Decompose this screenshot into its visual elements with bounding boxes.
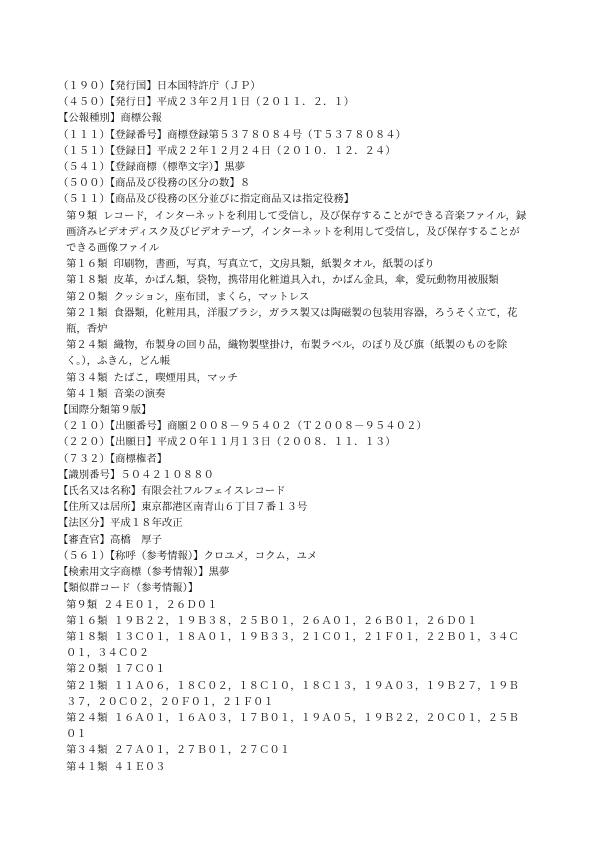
identification-number: 【識別番号】５０４２１０８８０: [58, 468, 214, 481]
similar-group-entry: [58, 742, 528, 758]
similar-group-entry: [58, 710, 528, 742]
law-category: 【法区分】平成１８年改正: [58, 517, 183, 530]
goods-class: 第１８類: [66, 274, 108, 287]
similar-group-codes: ４１Ｅ０３: [113, 760, 166, 773]
similar-group-codes: １９Ｂ２２，１９Ｂ３８，２５Ｂ０１，２６Ａ０１，２６Ｂ０１，２６Ｄ０１: [113, 614, 478, 627]
publication-type: 【公報種別】商標公報: [58, 112, 162, 125]
goods-text: 音楽の演奏: [113, 387, 166, 400]
goods-entry: [58, 305, 528, 337]
goods-text: 織物，布製身の回り品，織物製壁掛け，布製ラベル，のぼり及び旗（紙製のものを除く。），ふきん，どん帳: [66, 339, 508, 368]
goods-text: たばこ，喫煙用具，マッチ: [113, 371, 238, 384]
goods-class: 第２０類: [66, 290, 108, 303]
similar-group-list: [58, 597, 528, 775]
similar-group-codes: ２７Ａ０１，２７Ｂ０１，２７Ｃ０１: [113, 744, 291, 757]
similar-group-class: 第２１類: [66, 679, 108, 692]
holder-address: 【住所又は居所】東京都港区南青山６丁目７番１３号: [58, 501, 308, 514]
rights-holder-heading: （７３２）【商標権者】: [58, 452, 168, 465]
registered-trademark: （５４１）【登録商標（標準文字）】黒夢: [58, 161, 246, 174]
goods-text: 食器類，化粧用具，洋服ブラシ，ガラス製又は陶磁製の包装用容器，ろうそく立て，花瓶，香炉: [66, 306, 518, 336]
pronunciation: （５６１）【称呼（参考情報）】クロユメ，コクム，ユメ: [58, 549, 318, 562]
goods-class: 第１６類: [66, 258, 108, 271]
similar-group-codes: １６Ａ０１，１６Ａ０３，１７Ｂ０１，１９Ａ０５，１９Ｂ２２，２０Ｃ０１，２５Ｂ０１: [66, 711, 519, 741]
similar-group-entry: [58, 661, 528, 677]
goods-text: 印刷物，書画，写真，写真立て，文房具類，紙製タオル，紙製のぼり: [113, 258, 435, 271]
goods-heading: （５１１）【商品及び役務の区分並びに指定商品又は指定役務】: [58, 193, 355, 206]
similar-group-entry: [58, 597, 528, 613]
goods-class: 第４１類: [66, 387, 108, 400]
goods-list: [58, 208, 528, 402]
similar-group-codes: ２４Ｅ０１，２６Ｄ０１: [103, 598, 218, 611]
goods-text: レコード，インターネットを利用して受信し，及び保存することができる音楽ファイル，録画済みビデオディスク及びビデオテープ，インターネットを利用して受信し，及び保存することができる画像ファイル: [66, 209, 527, 255]
goods-entry: [58, 370, 528, 386]
similar-group-entry: [58, 759, 528, 775]
similar-group-entry: [58, 629, 528, 661]
similar-group-codes: １７Ｃ０１: [113, 663, 166, 676]
goods-entry: [58, 337, 528, 369]
similar-group-class: 第１８類: [66, 630, 108, 643]
goods-entry: [58, 272, 528, 288]
goods-class: 第３４類: [66, 371, 108, 384]
goods-text: 皮革，かばん類，袋物，携帯用化粧道具入れ，かばん金具，傘，愛玩動物用被服類: [113, 274, 499, 287]
class-count: （５００）【商品及び役務の区分の数】８: [58, 177, 251, 190]
similar-group-class: 第１６類: [66, 614, 108, 627]
trademark-gazette-document: [58, 78, 528, 775]
similar-group-entry: [58, 678, 528, 710]
similar-group-class: 第２０類: [66, 663, 108, 676]
examiner: 【審査官】高橋 厚子: [58, 533, 162, 546]
goods-entry: [58, 256, 528, 272]
similar-group-entry: [58, 613, 528, 629]
issuing-country: （１９０）【発行国】日本国特許庁（ＪＰ）: [58, 80, 261, 92]
similar-group-class: 第４１類: [66, 760, 108, 773]
registration-date: （１５１）【登録日】平成２２年１２月２４日（２０１０．１２．２４）: [58, 144, 396, 157]
similar-group-class: 第９類: [66, 598, 98, 611]
search-text-trademark: 【検索用文字商標（参考情報）】黒夢: [58, 566, 230, 579]
goods-entry: [58, 289, 528, 305]
intl-class-edition: 【国際分類第９版】: [58, 404, 152, 417]
goods-entry: [58, 386, 528, 402]
application-date: （２２０）【出願日】平成２０年１１月１３日（２００８．１１．１３）: [58, 436, 396, 449]
holder-name: 【氏名又は名称】有限会社フルフェイスレコード: [58, 485, 286, 498]
similar-group-class: 第３４類: [66, 744, 108, 757]
similar-group-codes: １１Ａ０６，１８Ｃ０２，１８Ｃ１０，１８Ｃ１３，１９Ａ０３，１９Ｂ２７，１９Ｂ３７，２０Ｃ０２，２０Ｆ０１，２１Ｆ０１: [66, 679, 519, 708]
registration-number: （１１１）【登録番号】商標登録第５３７８０８４号（Ｔ５３７８０８４）: [58, 128, 407, 141]
goods-class: 第９類: [66, 209, 98, 222]
goods-entry: [58, 208, 528, 257]
issue-date: （４５０）【発行日】平成２３年２月１日（２０１１．２．１）: [58, 96, 355, 109]
goods-class: 第２１類: [66, 306, 108, 319]
goods-class: 第２４類: [66, 339, 108, 352]
similar-group-heading: 【類似群コード（参考情報）】: [58, 582, 199, 595]
similar-group-class: 第２４類: [66, 711, 108, 724]
application-number: （２１０）【出願番号】商願２００８－９５４０２（Ｔ２００８－９５４０２）: [58, 420, 427, 433]
goods-text: クッション，座布団，まくら，マットレス: [113, 290, 310, 303]
similar-group-codes: １３Ｃ０１，１８Ａ０１，１９Ｂ３３，２１Ｃ０１，２１Ｆ０１，２２Ｂ０１，３４Ｃ０１，３４Ｃ０２: [66, 630, 519, 660]
